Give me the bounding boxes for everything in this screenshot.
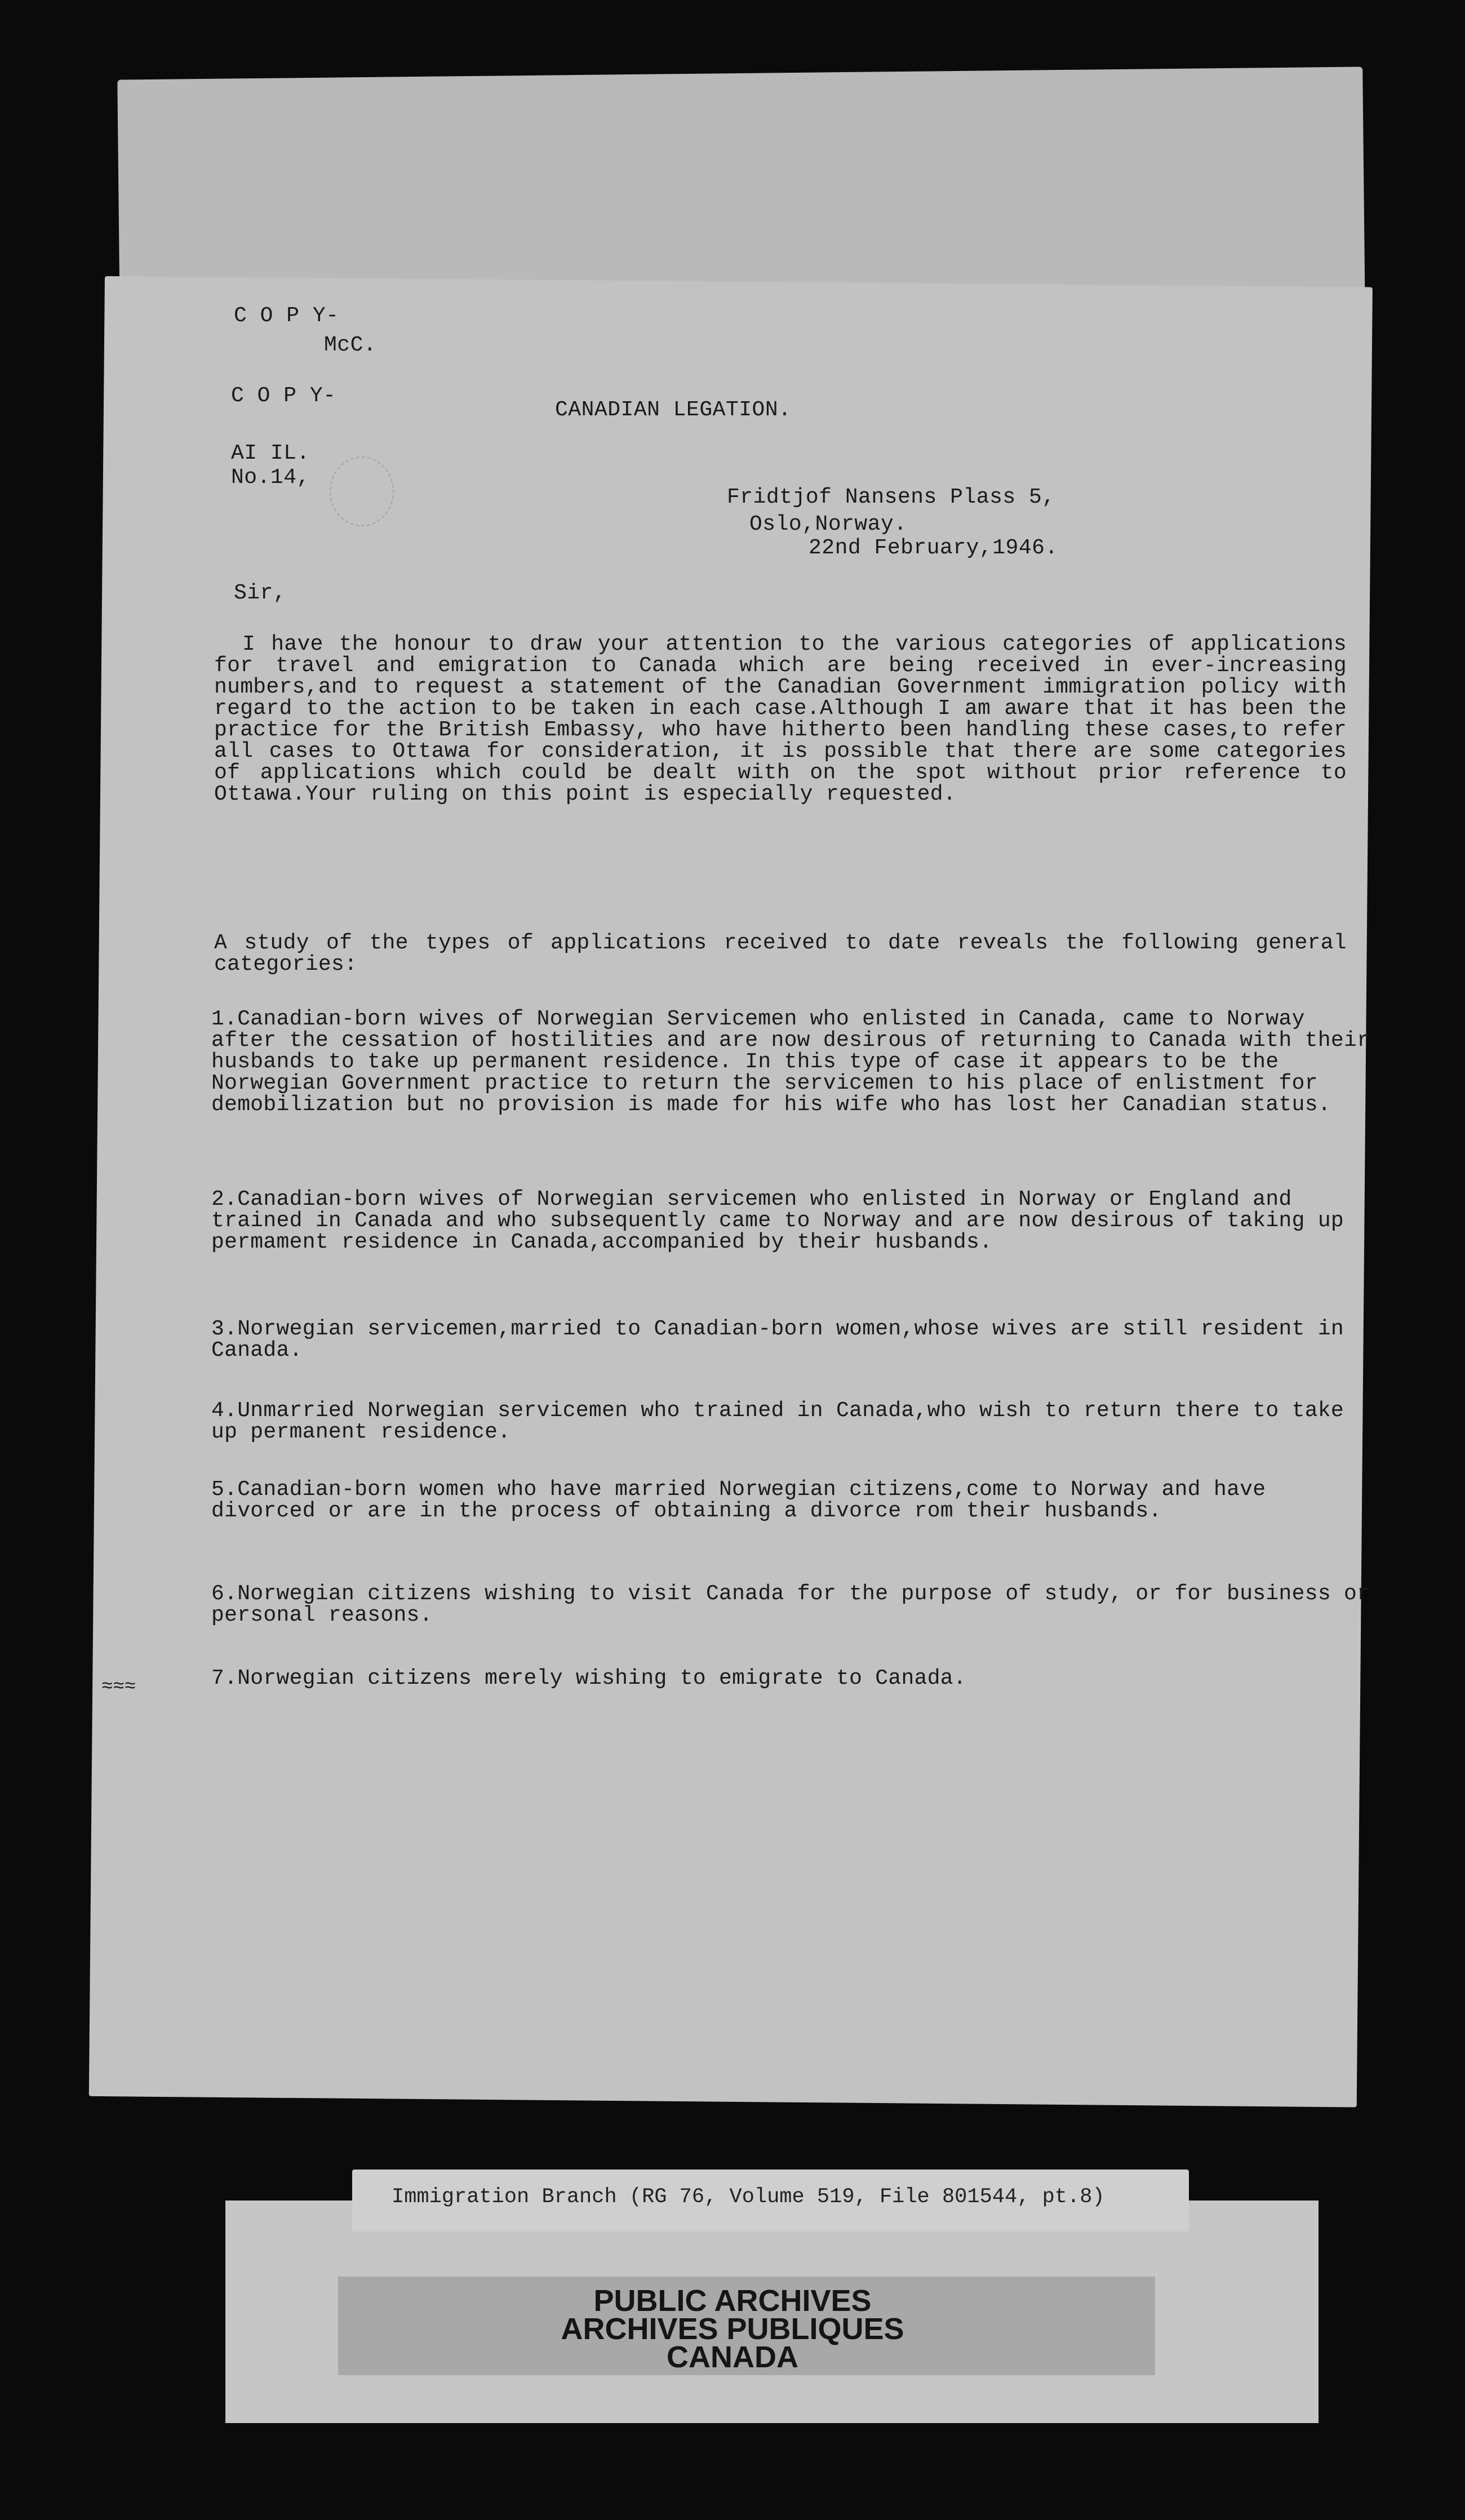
reference-number: No.14,	[231, 465, 310, 490]
stamp-line-3: CANADA	[667, 2340, 798, 2374]
faint-seal-mark	[330, 456, 394, 526]
category-item-3: 3.Norwegian servicemen,married to Canadian-born women,whose wives are still resident in Canada.	[211, 1317, 1344, 1363]
address-line-2: Oslo,Norway.	[749, 512, 907, 536]
study-paragraph: A study of the types of applications received to date reveals the following general categories:	[214, 931, 1347, 977]
category-item-4: 4.Unmarried Norwegian servicemen who trained in Canada,who wish to return there to take up permanent residence.	[211, 1399, 1344, 1444]
salutation: Sir,	[234, 581, 287, 605]
category-item-2: 2.Canadian-born wives of Norwegian servicemen who enlisted in Norway or England and trained in Canada and who subsequently came to Norway and are now desirous of taking up permament residence in Canada,accompanied by their husbands.	[211, 1187, 1344, 1254]
intro-paragraph: I have the honour to draw your attention to the various categories of applications for travel and emigration to Canada which are being received in ever-increasing numbers,and to request a statement of the Canadian Government immigration policy with regard to the action to be taken in each case.Although I am aware that it has been the practice for the British Embassy, who have hitherto been handling these cases,to refer all cases to Ottawa for consideration, it is possible that there are some categories of applications which could be dealt with on the spot without prior reference to Ottawa.Your ruling on this point is especially requested.	[214, 632, 1347, 806]
stamp-line-2: ARCHIVES PUBLIQUES	[561, 2312, 904, 2346]
category-item-6: 6.Norwegian citizens wishing to visit Canada for the purpose of study, or for business or personal reasons.	[211, 1582, 1370, 1627]
letter-date: 22nd February,1946.	[809, 536, 1058, 560]
archive-reference-label: Immigration Branch (RG 76, Volume 519, File 801544, pt.8)	[392, 2185, 1105, 2209]
category-item-7: 7.Norwegian citizens merely wishing to emigrate to Canada.	[211, 1666, 967, 1691]
copy-initials: McC.	[324, 333, 377, 357]
category-item-1: 1.Canadian-born wives of Norwegian Servicemen who enlisted in Canada, came to Norway after the cessation of hostilities and are now desirous of returning to Canada with their husbands to take up permanent residence. In this type of case it appears to be the Norwegian Government practice to return the servicemen to his place of enlistment for demobilization but no provision is made for his wife who has lost her Canadian status.	[211, 1007, 1370, 1117]
address-line-1: Fridtjof Nansens Plass 5,	[727, 485, 1055, 509]
reference-line-1: AI IL.	[231, 441, 310, 465]
copy-mark-2: C O P Y-	[231, 384, 336, 408]
letterhead-title: CANADIAN LEGATION.	[555, 398, 792, 422]
margin-scribble: ≈≈≈	[101, 1676, 136, 1698]
copy-mark-1: C O P Y-	[234, 304, 339, 328]
stamp-line-1: PUBLIC ARCHIVES	[593, 2284, 872, 2318]
category-item-5: 5.Canadian-born women who have married Norwegian citizens,come to Norway and have divorced or are in the process of obtaining a divorce rom their husbands.	[211, 1478, 1266, 1523]
